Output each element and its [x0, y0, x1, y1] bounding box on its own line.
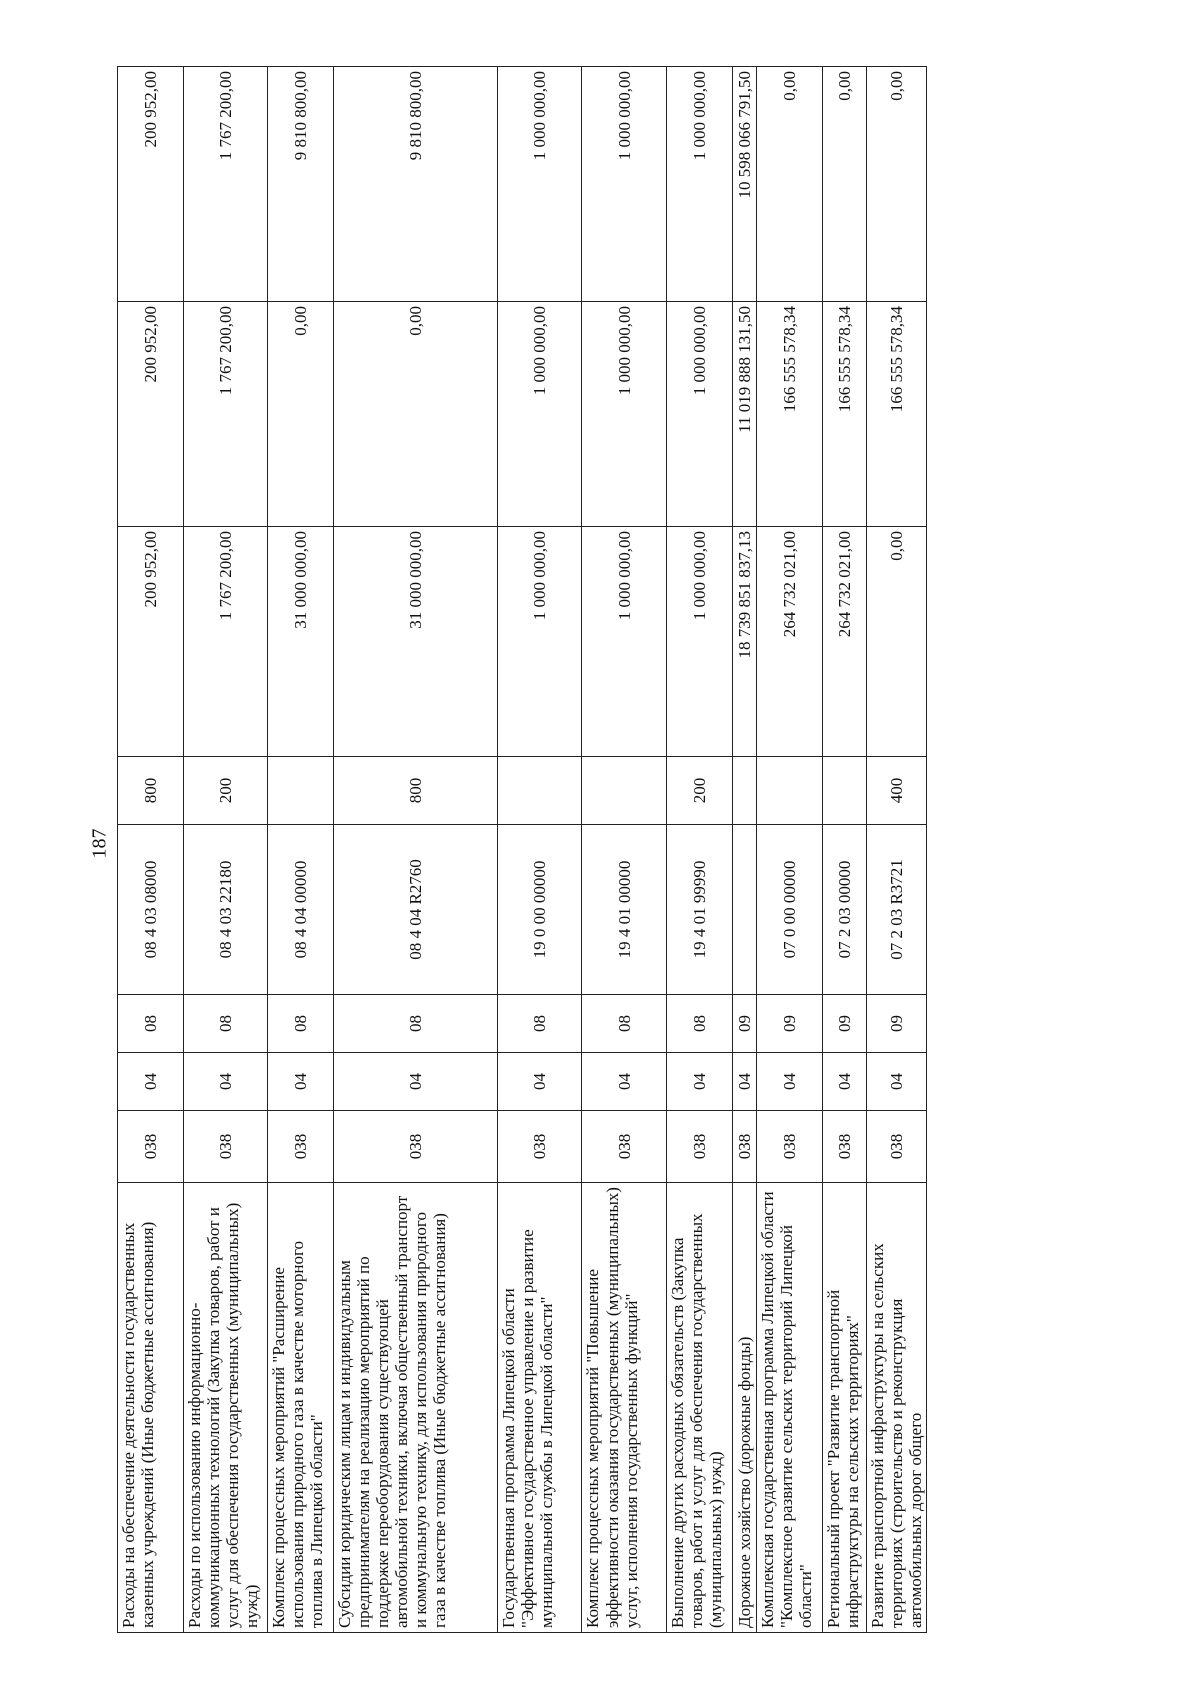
- expense-type-cell: 200: [184, 757, 268, 825]
- subsection-code-cell: 09: [732, 995, 756, 1053]
- table-row: [756, 67, 822, 1633]
- row-name-cell: Развитие транспортной инфраструктуры на сельских территориях (строительство и реконструкция автомобильных дорог общего: [866, 1183, 926, 1633]
- amount-year3-cell: 1 000 000,00: [498, 67, 582, 302]
- amount-year2-cell: 1 000 000,00: [498, 302, 582, 527]
- row-name-cell: Государственная программа Липецкой области "Эффективное государственное управление и развитие муниципальной службы в Липецкой области": [498, 1183, 582, 1633]
- expense-type-cell: [756, 757, 822, 825]
- amount-year1-cell: 1 767 200,00: [184, 527, 268, 757]
- target-article-cell: 08 4 03 22180: [184, 825, 268, 995]
- amount-year2-cell: 1 000 000,00: [666, 302, 732, 527]
- target-article-cell: 19 4 01 00000: [582, 825, 666, 995]
- amount-year1-cell: 31 000 000,00: [334, 527, 498, 757]
- amount-year3-cell: 1 000 000,00: [582, 67, 666, 302]
- subsection-code-cell: 08: [498, 995, 582, 1053]
- table-row: [866, 67, 926, 1633]
- table-row: [582, 67, 666, 1633]
- amount-year2-cell: 0,00: [334, 302, 498, 527]
- row-name-cell: Дорожное хозяйство (дорожные фонды): [732, 1183, 756, 1633]
- amount-year3-cell: 0,00: [866, 67, 926, 302]
- ved-code-cell: 038: [822, 1111, 866, 1183]
- amount-year1-cell: 0,00: [866, 527, 926, 757]
- subsection-code-cell: 08: [666, 995, 732, 1053]
- table-row: [184, 67, 268, 1633]
- row-name-cell: Региональный проект "Развитие транспортной инфраструктуры на сельских территориях": [822, 1183, 866, 1633]
- amount-year3-cell: 0,00: [822, 67, 866, 302]
- amount-year2-cell: 0,00: [268, 302, 334, 527]
- ved-code-cell: 038: [866, 1111, 926, 1183]
- section-code-cell: 04: [866, 1053, 926, 1111]
- amount-year3-cell: 1 000 000,00: [666, 67, 732, 302]
- section-code-cell: 04: [582, 1053, 666, 1111]
- table-row: [732, 67, 756, 1633]
- section-code-cell: 04: [498, 1053, 582, 1111]
- expense-type-cell: [822, 757, 866, 825]
- section-code-cell: 04: [822, 1053, 866, 1111]
- ved-code-cell: 038: [756, 1111, 822, 1183]
- amount-year3-cell: 9 810 800,00: [334, 67, 498, 302]
- amount-year2-cell: 11 019 888 131,50: [732, 302, 756, 527]
- target-article-cell: 08 4 03 08000: [118, 825, 184, 995]
- subsection-code-cell: 09: [756, 995, 822, 1053]
- amount-year1-cell: 1 000 000,00: [498, 527, 582, 757]
- target-article-cell: 19 4 01 99990: [666, 825, 732, 995]
- expense-type-cell: 800: [334, 757, 498, 825]
- section-code-cell: 04: [732, 1053, 756, 1111]
- budget-table-body: [118, 67, 927, 1633]
- target-article-cell: 07 0 00 00000: [756, 825, 822, 995]
- section-code-cell: 04: [756, 1053, 822, 1111]
- target-article-cell: 07 2 03 00000: [822, 825, 866, 995]
- amount-year1-cell: 1 000 000,00: [666, 527, 732, 757]
- expense-type-cell: [582, 757, 666, 825]
- expense-type-cell: [268, 757, 334, 825]
- expense-type-cell: [498, 757, 582, 825]
- amount-year3-cell: 200 952,00: [118, 67, 184, 302]
- subsection-code-cell: 08: [184, 995, 268, 1053]
- table-row: [666, 67, 732, 1633]
- table-row: [498, 67, 582, 1633]
- row-name-cell: Расходы на обеспечение деятельности государственных казенных учреждений (Иные бюджетные ассигнования): [118, 1183, 184, 1633]
- section-code-cell: 04: [268, 1053, 334, 1111]
- ved-code-cell: 038: [732, 1111, 756, 1183]
- subsection-code-cell: 09: [822, 995, 866, 1053]
- ved-code-cell: 038: [498, 1111, 582, 1183]
- expense-type-cell: 800: [118, 757, 184, 825]
- target-article-cell: 07 2 03 R3721: [866, 825, 926, 995]
- amount-year1-cell: 1 000 000,00: [582, 527, 666, 757]
- amount-year1-cell: 31 000 000,00: [268, 527, 334, 757]
- table-row: [118, 67, 184, 1633]
- subsection-code-cell: 08: [334, 995, 498, 1053]
- amount-year2-cell: 1 000 000,00: [582, 302, 666, 527]
- row-name-cell: Субсидии юридическим лицам и индивидуальным предпринимателям на реализацию мероприятий по поддержке переоборудования существующей автомобильной техники, включая общественный транспорт и коммунальную технику, для использования природного газа в качестве топлива (Иные бюджетные ассигнования): [334, 1183, 498, 1633]
- amount-year1-cell: 200 952,00: [118, 527, 184, 757]
- ved-code-cell: 038: [184, 1111, 268, 1183]
- row-name-cell: Выполнение других расходных обязательств (Закупка товаров, работ и услуг для обеспечения государственных (муниципальных) нужд): [666, 1183, 732, 1633]
- target-article-cell: 19 0 00 00000: [498, 825, 582, 995]
- table-row: [268, 67, 334, 1633]
- page-number: 187: [88, 828, 111, 859]
- amount-year3-cell: 1 767 200,00: [184, 67, 268, 302]
- ved-code-cell: 038: [334, 1111, 498, 1183]
- section-code-cell: 04: [334, 1053, 498, 1111]
- amount-year2-cell: 166 555 578,34: [756, 302, 822, 527]
- row-name-cell: Расходы по использованию информационно-коммуникационных технологий (Закупка товаров, работ и услуг для обеспечения государственных (муниципальных) нужд): [184, 1183, 268, 1633]
- target-article-cell: 08 4 04 R2760: [334, 825, 498, 995]
- expense-type-cell: 200: [666, 757, 732, 825]
- row-name-cell: Комплексная государственная программа Липецкой области "Комплексное развитие сельских территорий Липецкой области": [756, 1183, 822, 1633]
- amount-year2-cell: 1 767 200,00: [184, 302, 268, 527]
- amount-year2-cell: 166 555 578,34: [866, 302, 926, 527]
- row-name-cell: Комплекс процессных мероприятий "Повышение эффективности оказания государственных (муниципальных) услуг, исполнения государственных функций": [582, 1183, 666, 1633]
- amount-year2-cell: 200 952,00: [118, 302, 184, 527]
- row-name-cell: Комплекс процессных мероприятий "Расширение использования природного газа в качестве моторного топлива в Липецкой области": [268, 1183, 334, 1633]
- ved-code-cell: 038: [268, 1111, 334, 1183]
- ved-code-cell: 038: [666, 1111, 732, 1183]
- subsection-code-cell: 08: [268, 995, 334, 1053]
- amount-year3-cell: 0,00: [756, 67, 822, 302]
- subsection-code-cell: 08: [118, 995, 184, 1053]
- section-code-cell: 04: [666, 1053, 732, 1111]
- ved-code-cell: 038: [582, 1111, 666, 1183]
- ved-code-cell: 038: [118, 1111, 184, 1183]
- amount-year3-cell: 9 810 800,00: [268, 67, 334, 302]
- budget-table-container: [117, 67, 927, 1633]
- amount-year2-cell: 166 555 578,34: [822, 302, 866, 527]
- table-row: [334, 67, 498, 1633]
- expense-type-cell: [732, 757, 756, 825]
- amount-year1-cell: 18 739 851 837,13: [732, 527, 756, 757]
- section-code-cell: 04: [118, 1053, 184, 1111]
- target-article-cell: 08 4 04 00000: [268, 825, 334, 995]
- amount-year1-cell: 264 732 021,00: [756, 527, 822, 757]
- amount-year3-cell: 10 598 066 791,50: [732, 67, 756, 302]
- expense-type-cell: 400: [866, 757, 926, 825]
- section-code-cell: 04: [184, 1053, 268, 1111]
- table-row: [822, 67, 866, 1633]
- subsection-code-cell: 08: [582, 995, 666, 1053]
- amount-year1-cell: 264 732 021,00: [822, 527, 866, 757]
- target-article-cell: [732, 825, 756, 995]
- subsection-code-cell: 09: [866, 995, 926, 1053]
- budget-table: [117, 66, 927, 1633]
